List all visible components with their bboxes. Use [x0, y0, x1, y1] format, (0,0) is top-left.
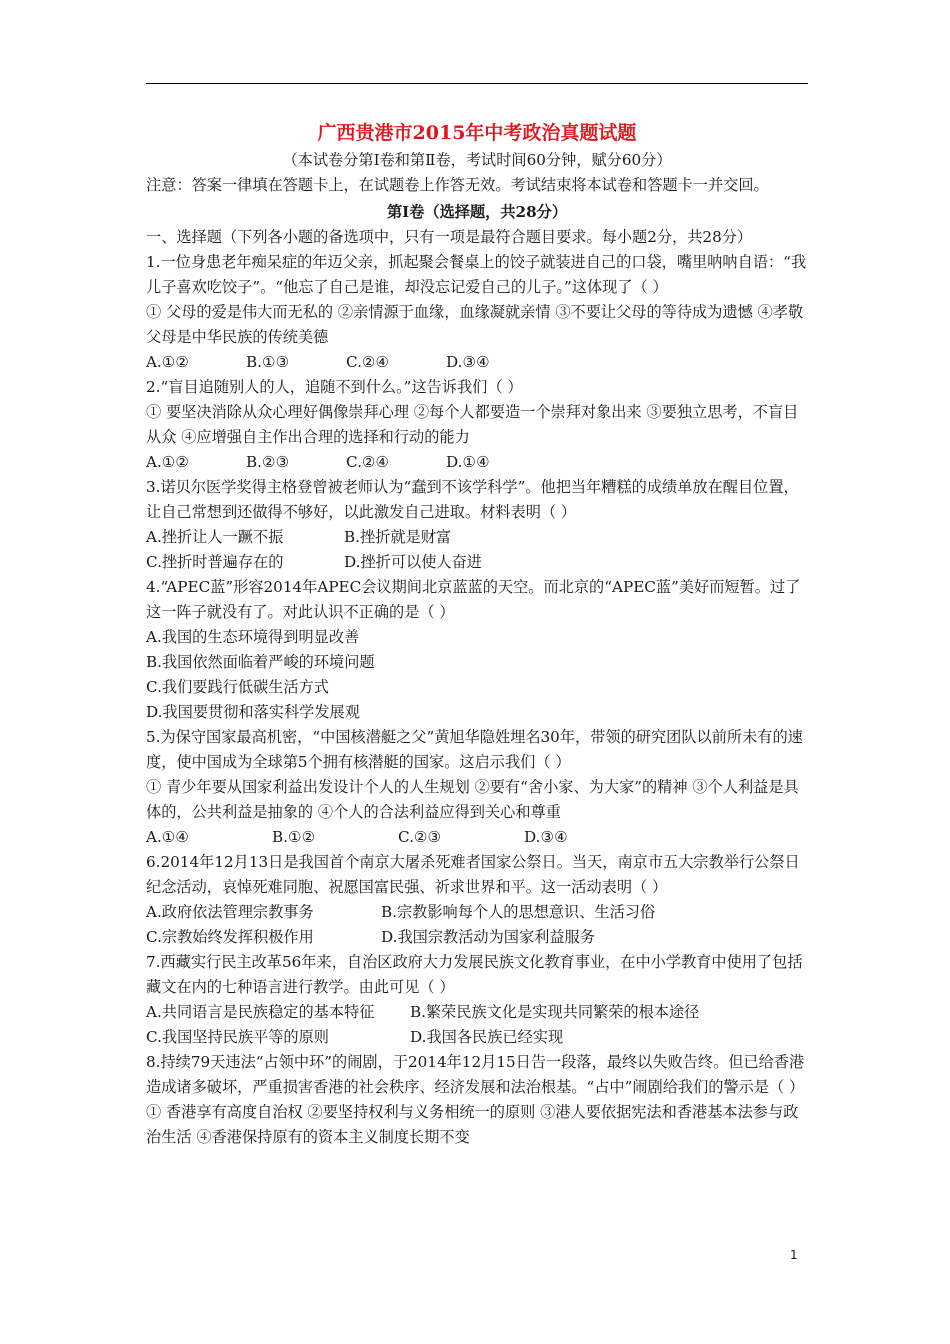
choice-d: D.③④ — [446, 353, 490, 371]
section-title: 第Ⅰ卷（选择题，共28分） — [386, 203, 568, 221]
choice-b: B.①② — [272, 828, 316, 846]
choice-a: A.我国的生态环境得到明显改善 — [146, 628, 360, 646]
section-instruction: 一、选择题（下列各小题的备选项中，只有一项是最符合题目要求。每小题2分，共28分） — [146, 228, 753, 246]
question-3-stem: 3.诺贝尔医学奖得主格登曾被老师认为“蠢到不该学科学”。他把当年糟糕的成绩单放在醒目位置，让自己常想到还做得不够好，以此激发自己进取。材料表明（ ） — [146, 478, 799, 521]
choice-b: B.我国依然面临着严峻的环境问题 — [146, 653, 375, 671]
choice-d: D.我国宗教活动为国家利益服务 — [381, 928, 595, 946]
question-5-choices — [146, 825, 808, 850]
question-2-choices — [146, 450, 808, 475]
question-6-choices-ab — [146, 900, 808, 925]
question-2-stem: 2.“盲目追随别人的人，追随不到什么。”这告诉我们（ ） — [146, 378, 523, 396]
choice-b: B.挫折就是财富 — [344, 528, 452, 546]
question-7-choices-ab — [146, 1000, 808, 1025]
question-2-statements: ① 要坚决消除从众心理好偶像崇拜心理 ②每个人都要造一个崇拜对象出来 ③要独立思考，不盲目从众 ④应增强自主作出合理的选择和行动的能力 — [146, 403, 799, 446]
page-number: 1 — [790, 1248, 798, 1262]
choice-c: C.宗教始终发挥积极作用 — [146, 928, 314, 946]
question-7-choices-cd — [146, 1025, 808, 1050]
choice-c: C.我们要践行低碳生活方式 — [146, 678, 329, 696]
question-8-statements: ① 香港享有高度自治权 ②要坚持权利与义务相统一的原则 ③港人要依据宪法和香港基本法参与政治生活 ④香港保持原有的资本主义制度长期不变 — [146, 1103, 799, 1146]
header-rule — [146, 83, 808, 84]
choice-a: A.①② — [146, 453, 190, 471]
choice-d: D.①④ — [446, 453, 490, 471]
exam-page — [146, 118, 808, 1150]
choice-a: A.①④ — [146, 828, 190, 846]
notice-text: 注意：答案一律填在答题卡上，在试题卷上作答无效。考试结束将本试卷和答题卡一并交回。 — [146, 176, 769, 194]
question-4-stem: 4.“APEC蓝”形容2014年APEC会议期间北京蓝蓝的天空。而北京的“APEC蓝”美好而短暂。过了这一阵子就没有了。对此认识不正确的是（ ） — [146, 578, 801, 621]
choice-c: C.②③ — [398, 828, 442, 846]
choice-d: D.挫折可以使人奋进 — [344, 553, 482, 571]
choice-a: A.①② — [146, 353, 190, 371]
choice-d: D.我国各民族已经实现 — [410, 1028, 564, 1046]
question-1-stem: 1.一位身患老年痴呆症的年迈父亲，抓起聚会餐桌上的饺子就装进自己的口袋，嘴里呐呐自语：“我儿子喜欢吃饺子”。“他忘了自己是谁，却没忘记爱自己的儿子。”这体现了（ ） — [146, 253, 807, 296]
choice-d: D.③④ — [524, 828, 568, 846]
choice-b: B.宗教影响每个人的思想意识、生活习俗 — [381, 903, 656, 921]
question-7-stem: 7.西藏实行民主改革56年来，自治区政府大力发展民族文化教育事业，在中小学教育中使用了包括藏文在内的七种语言进行教学。由此可见（ ） — [146, 953, 803, 996]
question-6-choices-cd — [146, 925, 808, 950]
question-5-statements: ① 青少年要从国家利益出发设计个人的人生规划 ②要有“舍小家、为大家”的精神 ③个人利益是具体的，公共利益是抽象的 ④个人的合法利益应得到关心和尊重 — [146, 778, 799, 821]
choice-a: A.挫折让人一蹶不振 — [146, 528, 284, 546]
choice-d: D.我国要贯彻和落实科学发展观 — [146, 703, 360, 721]
question-1-statements: ① 父母的爱是伟大而无私的 ②亲情源于血缘，血缘凝就亲情 ③不要让父母的等待成为遗憾 ④孝敬父母是中华民族的传统美德 — [146, 303, 804, 346]
choice-b: B.②③ — [246, 453, 290, 471]
choice-b: B.繁荣民族文化是实现共同繁荣的根本途径 — [410, 1003, 700, 1021]
page-title: 广西贵港市2015年中考政治真题试题 — [317, 122, 637, 144]
choice-c: C.②④ — [346, 453, 390, 471]
choice-c: C.挫折时普遍存在的 — [146, 553, 284, 571]
question-3-choices-ab — [146, 525, 808, 550]
choice-c: C.我国坚持民族平等的原则 — [146, 1028, 329, 1046]
choice-a: A.政府依法管理宗教事务 — [146, 903, 314, 921]
choice-b: B.①③ — [246, 353, 290, 371]
question-3-choices-cd — [146, 550, 808, 575]
choice-a: A.共同语言是民族稳定的基本特征 — [146, 1003, 375, 1021]
choice-c: C.②④ — [346, 353, 390, 371]
question-8-stem: 8.持续79天违法“占领中环”的闹剧，于2014年12月15日告一段落，最终以失败告终。但已给香港造成诸多破坏，严重损害香港的社会秩序、经济发展和法治根基。“占中”闹剧给我们的警示是（ ） — [146, 1053, 805, 1096]
question-6-stem: 6.2014年12月13日是我国首个南京大屠杀死难者国家公祭日。当天，南京市五大宗教举行公祭日纪念活动，哀悼死难同胞、祝愿国富民强、祈求世界和平。这一活动表明（ ） — [146, 853, 800, 896]
exam-subtitle: （本试卷分第Ⅰ卷和第Ⅱ卷，考试时间60分钟，赋分60分） — [282, 151, 672, 169]
question-1-choices — [146, 350, 808, 375]
question-5-stem: 5.为保守国家最高机密，“中国核潜艇之父”黄旭华隐姓埋名30年，带领的研究团队以前所未有的速度，使中国成为全球第5个拥有核潜艇的国家。这启示我们（ ） — [146, 728, 803, 771]
